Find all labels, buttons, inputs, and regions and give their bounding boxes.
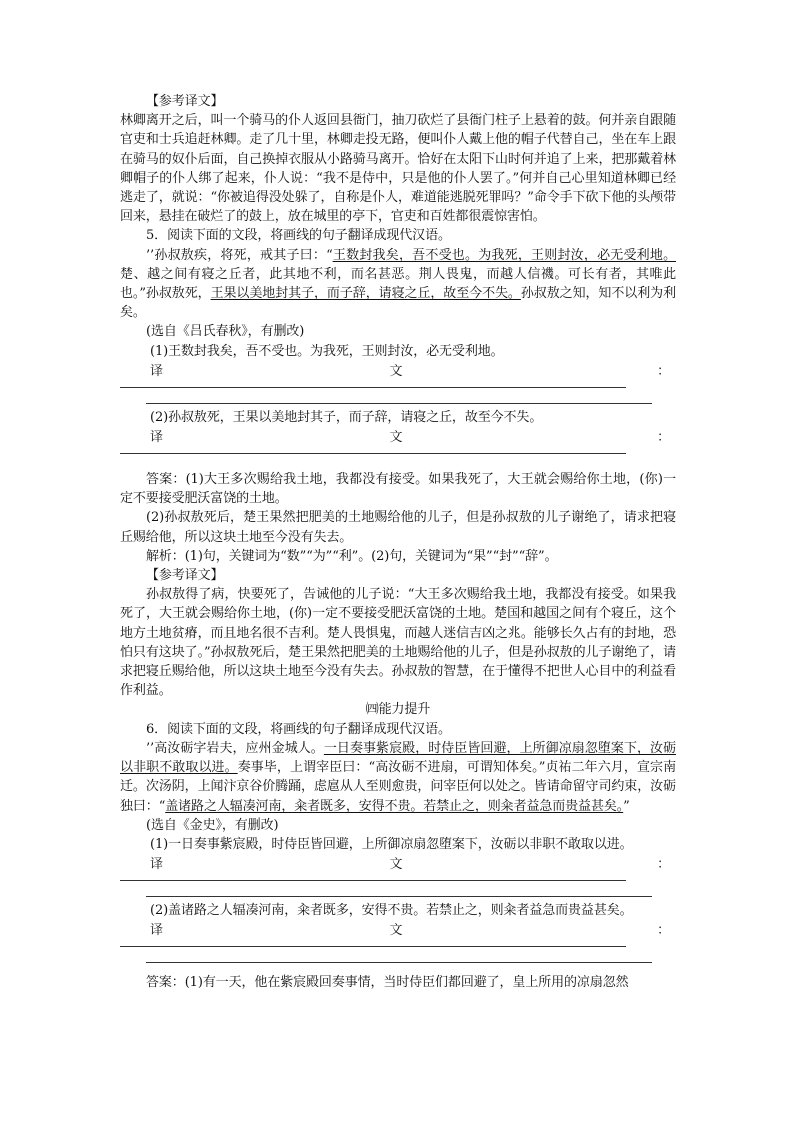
question-5-reference-translation: 孙叔敖得了病，快要死了，告诫他的儿子说：“大王多次赐给我土地，我都没有接受。如果我死了，大王就会赐给你土地，(你)一定不要接受肥沃富饶的土地。楚国和越国之间有个寝丘，这个地方土地贫瘠，而且地名很不吉利。楚人畏惧鬼，而越人迷信吉凶之兆。能够长久占有的封地，恐怕只有这块了。”孙叔敖死后，楚王果然把肥美的土地赐给他的儿子，但是孙叔敖的儿子谢绝了，请求把寝丘赐给他，所以这块土地至今没有失去。孙叔敖的智慧，在于懂得不把世人心目中的利益看作利益。 [120, 587, 676, 699]
reference-translation-heading: 【参考译文】 [146, 94, 224, 109]
question-6-source: (选自《金史》，有删改) [146, 817, 279, 833]
question-6-sentence-2: (2)盖诸路之人辐凑河南，籴者既多，安得不贵。若禁止之，则籴者益急而贵益甚矣。 [150, 903, 633, 919]
answer-blank-line [146, 403, 652, 404]
underlined-sentence-2: 王果以美地封其子，而子辞，请寝之丘，故至今不失。 [210, 286, 521, 302]
answer-blank-line [146, 896, 652, 897]
question-5-answer-2: (2)孙叔敖死后，楚王果然把肥美的土地赐给他的儿子，但是孙叔敖的儿子谢绝了，请求把寝丘赐给他，所以这块土地至今没有失去。 [120, 510, 676, 545]
answer-blank-line [120, 387, 626, 388]
question-6-prompt: 6．阅读下面的文段，将画线的句子翻译成现代汉语。 [146, 721, 451, 737]
reference-translation-paragraph: 林卿离开之后，叫一个骑马的仆人返回县衙门，抽刀砍烂了县衙门柱子上悬着的鼓。何并亲自跟随官吏和士兵追赶林卿。走了几十里，林卿走投无路，便叫仆人戴上他的帽子代替自己，坐在车上跟在骑马的奴仆后面，自己换掉衣服从小路骑马离开。恰好在太阳下山时何并追了上来，把那戴着林卿帽子的仆人绑了起来，仆人说：“我不是侍中，只是他的仆人罢了。”何并自己心里知道林卿已经逃走了，就说：“你被追得没处躲了，自称是仆人，难道能逃脱死罪吗？”命令手下砍下他的头颅带回来，悬挂在破烂了的鼓上，放在城里的亭下，官吏和百姓都很震惊害怕。 [120, 113, 676, 225]
question-6-sentence-1: (1)一日奏事紫宸殿，时侍臣皆回避，上所御凉扇忽堕案下，汝砺以非职不敢取以进。 [150, 836, 633, 852]
section-title: ㈣能力提升 [365, 702, 431, 718]
question-5-answer: 答案：(1)大王多次赐给我土地，我都没有接受。如果我死了，大王就会赐给你土地，(你)一定不要接受肥沃富饶的土地。 [120, 472, 676, 507]
translation-label-row: 译 文 ： [150, 363, 670, 379]
question-5-sentence-1: (1)王数封我矣，吾不受也。为我死，王则封汝，必无受利地。 [150, 343, 504, 359]
passage-quote-mark: ’’ [146, 247, 155, 263]
answer-blank-line [120, 946, 626, 947]
answer-blank-line [120, 880, 626, 881]
question-5-prompt: 5．阅读下面的文段，将画线的句子翻译成现代汉语。 [146, 228, 451, 244]
question-6-passage: ’’高汝砺字岩夫，应州金城人。一日奏事紫宸殿，时侍臣皆回避，上所御凉扇忽堕案下，汝砺以非职不敢取以进。奏事毕，上谓宰臣曰：“高汝砺不进扇，可谓知体矣。”贞祐二年六月，宣宗南迁。次汤阴，上闻汴京谷价腾踊，虑扈从人至则愈贵，问宰臣何以处之。皆请命留守司约束，汝砺独曰：“盖诸路之人辐凑河南，籴者既多，安得不贵。若禁止之，则籴者益急而贵益甚矣。” [120, 740, 677, 814]
underlined-sentence-2: 盖诸路之人辐凑河南，籴者既多，安得不贵。若禁止之，则籴者益急而贵益甚矣。 [165, 798, 624, 814]
translation-label-row: 译 文 ： [150, 429, 670, 445]
reference-translation-heading: 【参考译文】 [146, 568, 224, 584]
question-5-analysis: 解析：(1)句，关键词为“数”“为”“利”。(2)句，关键词为“果”“封”“辞”。 [146, 548, 558, 564]
passage-quote-mark: ’’ [146, 740, 155, 756]
question-5-passage: ’’孙叔敖疾，将死，戒其子曰：“王数封我矣，吾不受也。为我死，王则封汝，必无受利地。楚、越之间有寝之丘者，此其地不利，而名甚恶。荆人畏鬼，而越人信禨。可长有者，其唯此也。”孙叔敖死，王果以美地封其子，而子辞，请寝之丘，故至今不失。孙叔敖之知，知不以利为利矣。 [120, 247, 676, 321]
question-5-sentence-2: (2)孙叔敖死，王果以美地封其子，而子辞，请寝之丘，故至今不失。 [150, 409, 543, 425]
question-6-answer: 答案：(1)有一天，他在紫宸殿回奏事情，当时侍臣们都回避了，皇上所用的凉扇忽然 [146, 975, 629, 991]
underlined-sentence-1: 王数封我矣，吾不受也。为我死，王则封汝，必无受利地。 [332, 247, 676, 263]
question-5-source: (选自《吕氏春秋》，有删改) [146, 324, 305, 340]
underlined-sentence-1: 一日奏事紫宸殿，时侍臣皆回避，上所御凉扇忽堕案下，汝砺以非职不敢取以进。 [120, 740, 676, 776]
translation-label-row: 译 文 ： [150, 856, 670, 872]
translation-label-row: 译 文 ： [150, 923, 670, 939]
page-content [120, 92, 676, 993]
